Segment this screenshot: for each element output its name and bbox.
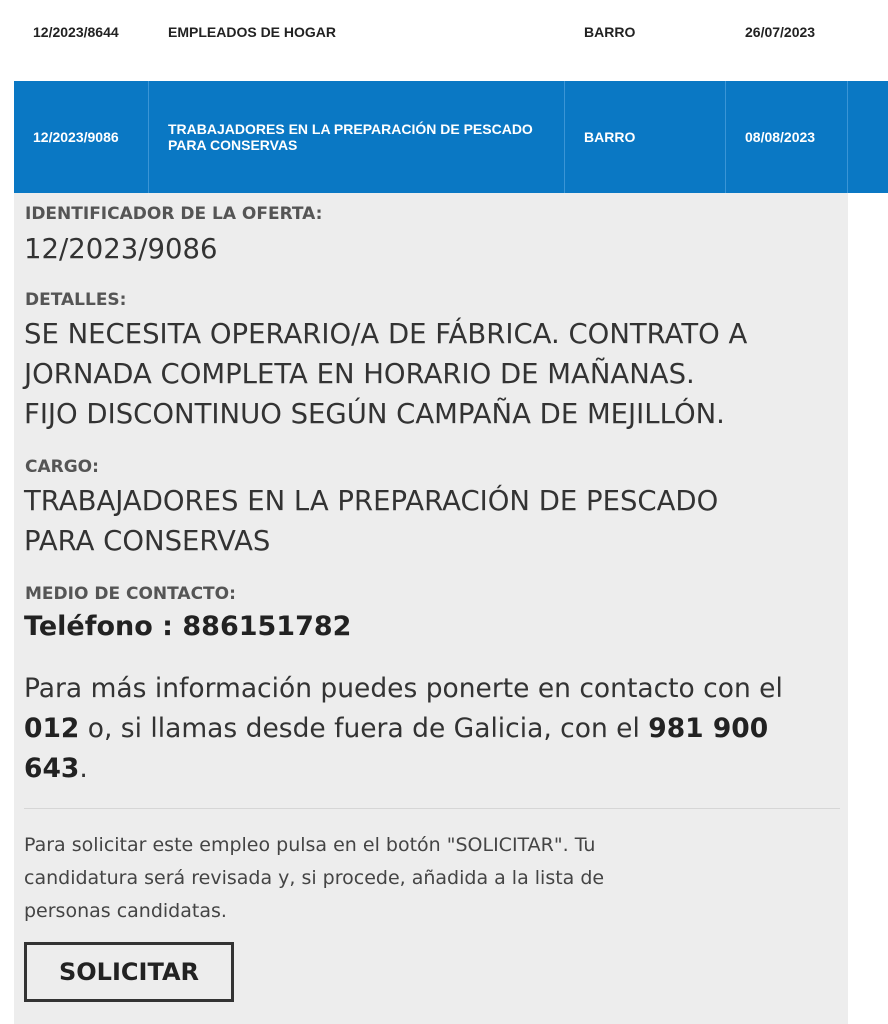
id-label: IDENTIFICADOR DE LA OFERTA: — [25, 204, 323, 224]
offer-id: 12/2023/8644 — [33, 24, 119, 40]
apply-line: personas candidatas. — [24, 900, 227, 922]
apply-line: Para solicitar este empleo pulsa en el botón "SOLICITAR". Tu — [24, 834, 596, 856]
divider — [24, 808, 840, 809]
contact-phone[interactable]: Teléfono : 886151782 — [24, 611, 352, 642]
offer-detail-panel — [14, 193, 848, 1024]
row-spacer — [848, 0, 888, 64]
table-row[interactable] — [14, 0, 888, 64]
offer-location: BARRO — [584, 24, 636, 40]
cargo-line: PARA CONSERVAS — [24, 525, 271, 557]
phone-external-tail[interactable]: 643 — [24, 753, 80, 784]
table-row-selected[interactable] — [14, 81, 888, 193]
cargo-label: CARGO: — [25, 457, 99, 477]
phone-012[interactable]: 012 — [24, 713, 80, 744]
offer-id: 12/2023/9086 — [14, 81, 149, 193]
offer-cargo — [149, 81, 565, 193]
offer-date: 08/08/2023 — [726, 81, 848, 193]
info-text: o, si llamas desde fuera de Galicia, con el — [79, 713, 649, 744]
details-label: DETALLES: — [25, 290, 127, 310]
apply-instructions — [24, 829, 824, 928]
solicitar-button[interactable]: SOLICITAR — [24, 942, 234, 1002]
info-line — [24, 709, 848, 749]
phone-external[interactable]: 981 900 — [648, 713, 769, 744]
details-line: FIJO DISCONTINUO SEGÚN CAMPAÑA DE MEJILLÓN. — [24, 398, 725, 430]
offer-cargo: EMPLEADOS DE HOGAR — [168, 24, 337, 40]
apply-line: candidatura será revisada y, si procede, añadida a la lista de — [24, 867, 605, 889]
more-info-text — [24, 669, 848, 789]
offer-cargo-line: PARA CONSERVAS — [168, 137, 298, 153]
details-line: JORNADA COMPLETA EN HORARIO DE MAÑANAS. — [24, 358, 695, 390]
info-text: . — [79, 753, 88, 784]
info-line — [24, 749, 848, 789]
contact-label: MEDIO DE CONTACTO: — [25, 584, 236, 604]
cargo-line: TRABAJADORES EN LA PREPARACIÓN DE PESCADO — [24, 485, 719, 517]
row-spacer — [848, 81, 888, 193]
offer-date: 26/07/2023 — [745, 24, 816, 40]
id-value: 12/2023/9086 — [24, 233, 218, 265]
info-line: Para más información puedes ponerte en contacto con el — [24, 673, 783, 704]
details-line: SE NECESITA OPERARIO/A DE FÁBRICA. CONTRATO A — [24, 318, 748, 350]
details-value — [24, 314, 747, 434]
cargo-value — [24, 481, 718, 561]
offer-location: BARRO — [565, 81, 726, 193]
offer-cargo-line: TRABAJADORES EN LA PREPARACIÓN DE PESCADO — [168, 121, 533, 137]
